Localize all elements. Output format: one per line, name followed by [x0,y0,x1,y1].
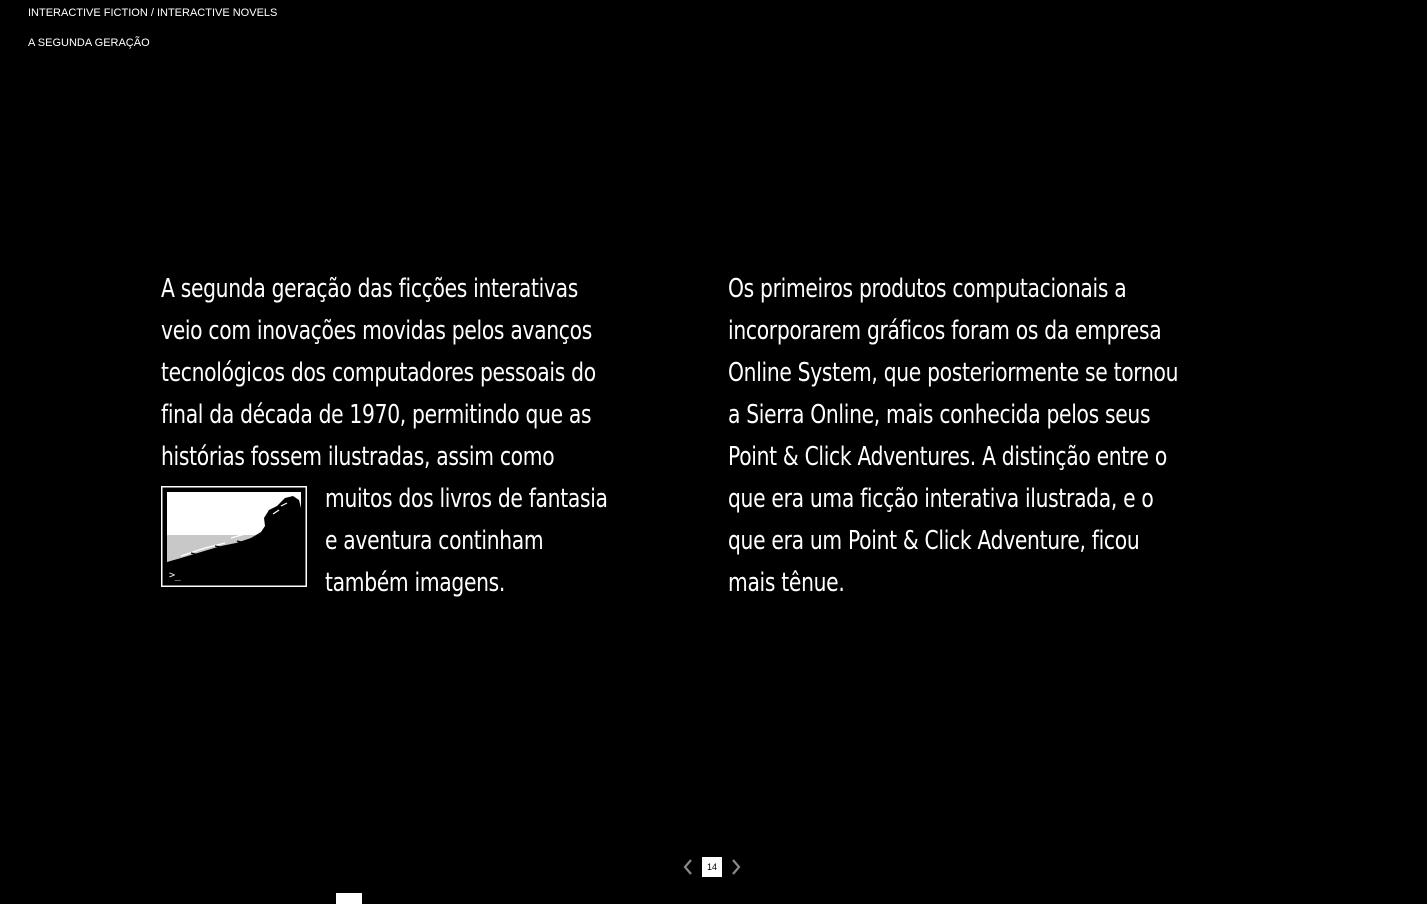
header [28,6,277,50]
chevron-left-icon [682,858,694,876]
next-page-button[interactable] [728,856,744,878]
right-column [728,268,1268,604]
left-paragraph-line: e aventura continham [325,526,544,556]
section-title: A SEGUNDA GERAÇÃO [28,37,150,49]
right-paragraph-line: que era uma ficção interativa ilustrada, e o [728,484,1154,514]
breadcrumb[interactable]: INTERACTIVE FICTION / INTERACTIVE NOVELS [28,7,278,19]
right-paragraph-line: Os primeiros produtos computacionais a [728,274,1127,304]
right-paragraph-line: que era um Point & Click Adventure, ficou [728,526,1140,556]
pager [680,856,744,878]
terminal-illustration-icon [161,486,307,587]
left-paragraph-line: histórias fossem ilustradas, assim como [161,442,555,472]
left-paragraph-line: veio com inovações movidas pelos avanços [161,316,592,346]
wrapped-text [325,478,608,604]
progress-marker [336,893,362,904]
page-number: 14 [702,857,722,877]
illustration-row [161,478,681,604]
right-paragraph-line: Point & Click Adventures. A distinção entre o [728,442,1167,472]
right-paragraph-line: incorporarem gráficos foram os da empresa [728,316,1162,346]
left-paragraph-line: muitos dos livros de fantasia [325,484,608,514]
right-paragraph-line: mais tênue. [728,568,845,598]
left-paragraph-line: tecnológicos dos computadores pessoais do [161,358,596,388]
previous-page-button[interactable] [680,856,696,878]
right-paragraph-line: Online System, que posteriormente se tornou [728,358,1179,388]
left-paragraph-line: final da década de 1970, permitindo que as [161,400,592,430]
left-column [161,268,681,604]
chevron-right-icon [730,858,742,876]
left-paragraph-line: também imagens. [325,568,506,598]
left-paragraph-line: A segunda geração das ficções interativas [161,274,578,304]
prompt-text: >_ [169,570,181,581]
right-paragraph-line: a Sierra Online, mais conhecida pelos seus [728,400,1151,430]
